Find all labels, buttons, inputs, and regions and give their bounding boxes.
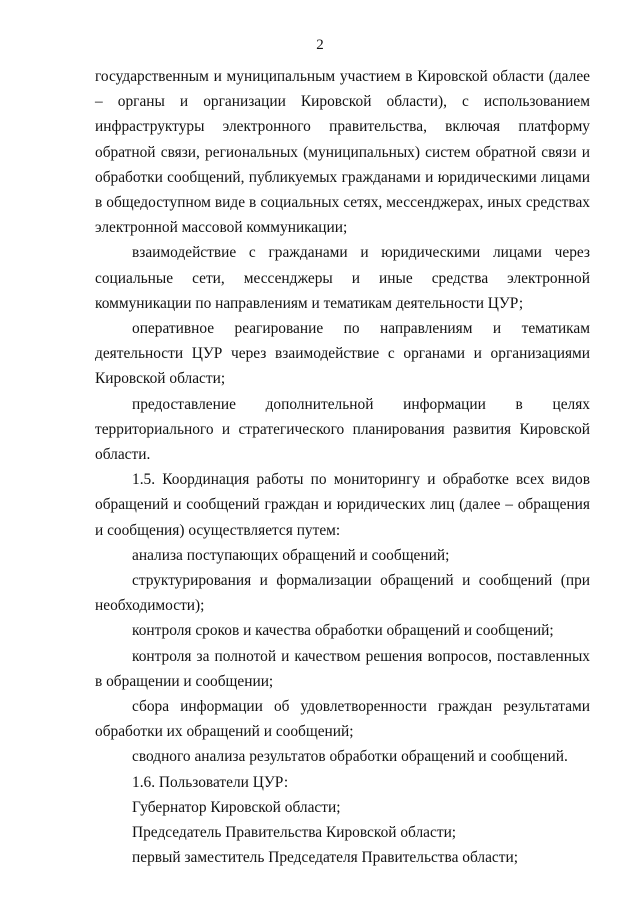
list-item-satisfaction: сбора информации об удовлетворенности граждан результатами обработки их обращений и сообщений; — [95, 698, 590, 741]
paragraph-interaction: взаимодействие с гражданами и юридическими лицами через социальные сети, мессенджеры и иные средства электронной коммуникации по направлениям и тематикам деятельности ЦУР; — [95, 244, 590, 312]
list-item-governor: Губернатор Кировской области; — [132, 798, 341, 816]
list-item-first-deputy: первый заместитель Председателя Правительства области; — [132, 849, 518, 867]
paragraph-continuation: государственным и муниципальным участием в Кировской области (далее – органы и организации Кировской области), с использованием инфраструктуры электронного правительства, включая платформу обратной связи, региональных (муниципальных) систем обратной связи и обработки сообщений, публикуемых гражданами и юридическими лицами в общедоступном виде в социальных сетях, мессенджерах, иных средствах электронной массовой коммуникации; — [95, 68, 590, 237]
paragraph-additional-info: предоставление дополнительной информации в целях территориального и стратегического планирования развития Кировской области. — [95, 395, 590, 464]
document-body — [95, 64, 590, 871]
list-item-summary-analysis: сводного анализа результатов обработки обращений и сообщений. — [132, 748, 568, 766]
list-item-analysis: анализа поступающих обращений и сообщений; — [132, 546, 450, 564]
list-item-government-chairman: Председатель Правительства Кировской области; — [132, 824, 457, 842]
page-number: 2 — [316, 37, 324, 53]
list-item-deadline-control: контроля сроков и качества обработки обращений и сообщений; — [132, 622, 554, 640]
list-item-completeness-control: контроля за полнотой и качеством решения вопросов, поставленных в обращении и сообщении; — [95, 647, 590, 690]
paragraph-section-1-5: 1.5. Координация работы по мониторингу и обработке всех видов обращений и сообщений граждан и юридических лиц (далее – обращения и сообщения) осуществляется путем: — [95, 471, 590, 539]
list-item-structuring: структурирования и формализации обращений и сообщений (при необходимости); — [95, 572, 590, 615]
paragraph-operative-response: оперативное реагирование по направлениям и тематикам деятельности ЦУР через взаимодействие с органами и организациями Кировской области; — [95, 320, 590, 388]
paragraph-section-1-6: 1.6. Пользователи ЦУР: — [132, 773, 289, 791]
